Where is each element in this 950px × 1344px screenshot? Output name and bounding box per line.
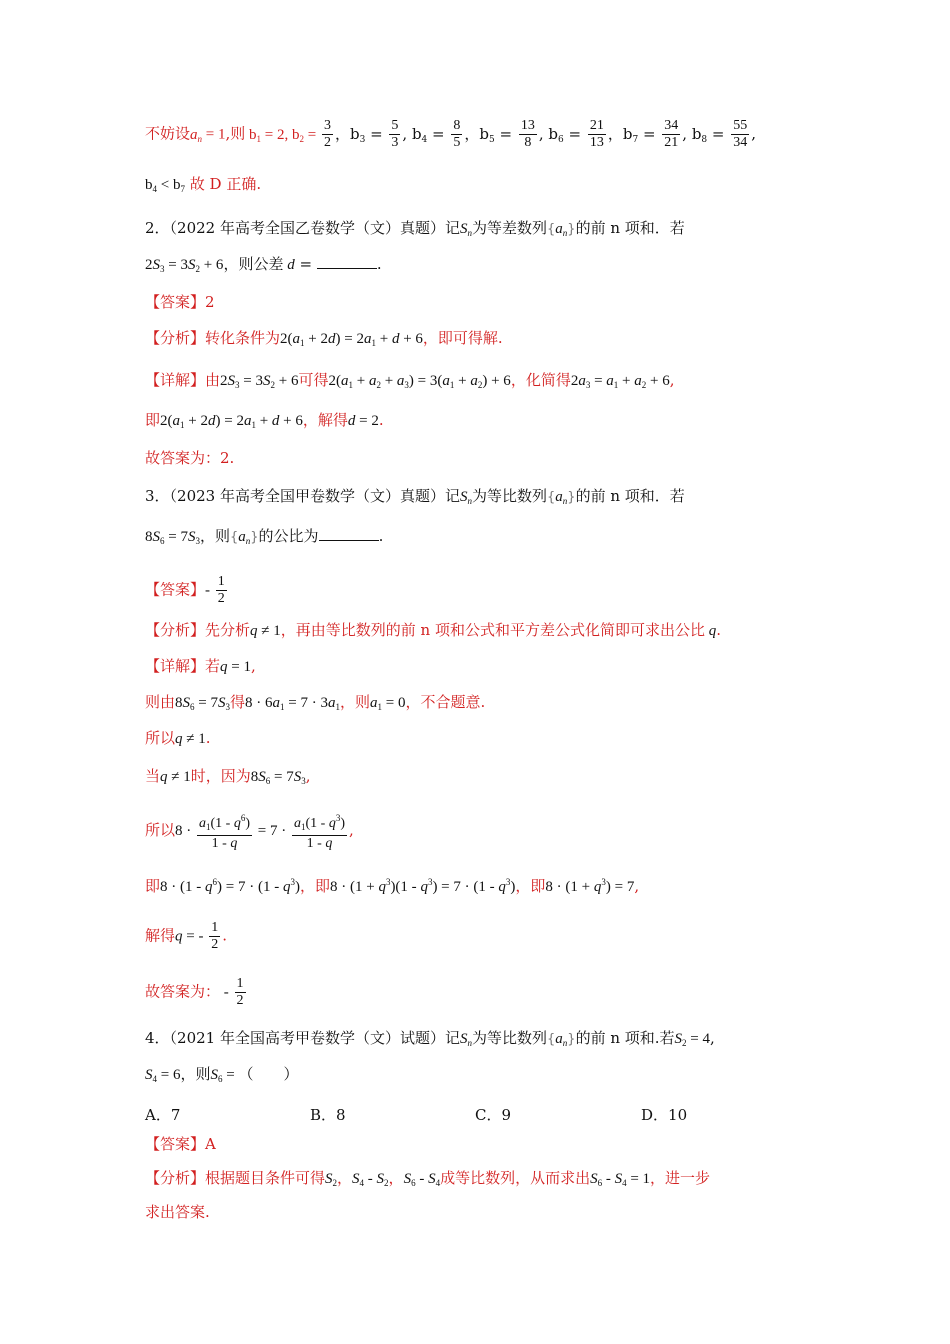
- q3-detail-l1: 则由$8S_6 = 7S_3$得$8 \cdot 6a_1 = 7 \cdot 3a_1$，则$a_1 = 0$，不合题意.: [145, 693, 486, 712]
- fibonacci-ratio-line: 不妨设$a_n = 1$,则 $b_1 = 2$, $b_2$ = $\frac{3}{2}$ ，$b_3$ = $\frac{5}{3}$ , $b_4$ = $\frac{8}{5}$ ，$b_5$ = $\frac{13}{8}$ , $b_6$ = $\frac{21}{13}$ ，$b_7$ = $\frac{34}{21}$ , $b_8$ = $\frac{55}{34}$ ,: [145, 118, 757, 150]
- text: 解得: [145, 926, 176, 945]
- q2-header: 2．（2022 年高考全国乙卷数学（文）真题）记$S_n$为等差数列$\{a_n\}$的前 n 项和．若: [145, 219, 685, 238]
- detail-tag: 【详解】: [145, 657, 206, 675]
- text: 所以: [145, 821, 176, 839]
- analysis-tag: 【分析】: [145, 621, 206, 639]
- text: 即: [145, 877, 161, 895]
- q3-detail-l5: 即$8 \cdot (1 - q^6) = 7 \cdot (1 - q^3)$，即$8 \cdot (1 + q^3)(1 - q^3) = 7 \cdot (1 - q^3)$，即$8 \cdot (1 + q^3) = 7$,: [145, 877, 640, 895]
- option-a: A．7: [145, 1106, 181, 1124]
- text: 则由: [145, 693, 176, 711]
- answer-tag: 【答案】: [145, 293, 206, 311]
- text: ，化简得: [510, 371, 571, 389]
- conclusion-line: $b_4 < b_7$ 故 D 正确.: [145, 175, 262, 194]
- text: ，则: [199, 527, 230, 545]
- text: （ ）: [238, 1065, 299, 1083]
- text: 可得: [298, 371, 329, 389]
- text: 为等差数列: [472, 219, 548, 237]
- text: 成等比数列，从而求出: [440, 1169, 591, 1187]
- q3-line2: $8S_6 = 7S_3$，则$\{a_n\}$的公比为 .: [145, 527, 384, 546]
- text: 根据题目条件可得: [205, 1169, 326, 1187]
- text: 当: [145, 767, 161, 785]
- detail-tag: 【详解】: [145, 371, 206, 389]
- q3-detail-l4: 所以8 · $\frac{a_1(1 - q^6)}{1 - q}$ = 7 · $\frac{a_1(1 - q^3)}{1 - q}$ ,: [145, 810, 354, 852]
- q4-header: 4．（2021 年全国高考甲卷数学（文）试题）记$S_n$为等比数列$\{a_n\}$的前 n 项和.若$S_2 = 4$,: [145, 1029, 715, 1048]
- text: ,则: [225, 124, 246, 143]
- text: 2．（2022 年高考全国乙卷数学（文）真题）记: [145, 219, 460, 237]
- text: ，再由等比数列的前 n 项和公式和平方差公式化简即可求出公比: [280, 621, 705, 639]
- q2-detail: 【详解】由$2S_3 = 3S_2 + 6$可得$2(a_1 + a_2 + a_3) = 3(a_1 + a_2) + 6$，化简得$2a_3 = a_1 + a_2 + 6$,: [145, 371, 675, 390]
- text: ，则: [180, 1065, 211, 1083]
- text: 的前 n 项和．若: [575, 487, 685, 505]
- q3-answer: 【答案】- $\frac{1}{2}$: [145, 574, 225, 606]
- text: 2: [205, 293, 215, 311]
- q2-analysis: 【分析】转化条件为$2(a_1 + 2d) = 2a_1 + d + 6$，即可得解.: [145, 329, 503, 348]
- text: 为等比数列: [472, 487, 548, 505]
- text: 时，因为: [190, 767, 251, 785]
- text: 由: [205, 371, 221, 389]
- text: 故答案为：: [145, 982, 221, 1001]
- q4-line2: $S_4 = 6$，则$S_6$ = （ ）: [145, 1065, 299, 1084]
- q2-answer: [145, 292, 215, 312]
- text: 的前 n 项和．若: [575, 219, 685, 237]
- text: ，即: [515, 877, 546, 895]
- text: ，则公差: [223, 255, 284, 273]
- q4-analysis-2: [145, 1202, 210, 1222]
- text: 所以: [145, 729, 176, 747]
- text: ，即可得解.: [422, 329, 503, 347]
- q4-answer: [145, 1134, 216, 1154]
- q3-header: 3．（2023 年高考全国甲卷数学（文）真题）记$S_n$为等比数列$\{a_n\}$的前 n 项和．若: [145, 487, 685, 506]
- q2-detail-2: 即$2(a_1 + 2d) = 2a_1 + d + 6$，解得d = 2.: [145, 411, 384, 430]
- q3-detail-l3: 当q ≠ 1时，因为$8S_6 = 7S_3$,: [145, 767, 311, 786]
- answer-blank: [317, 254, 377, 269]
- text: 3．（2023 年高考全国甲卷数学（文）真题）记: [145, 487, 460, 505]
- option-b: B．8: [310, 1106, 346, 1124]
- q3-conclusion: 故答案为： - $\frac{1}{2}$: [145, 976, 244, 1008]
- text: ，不合题意.: [405, 693, 486, 711]
- text: 转化条件为: [205, 329, 281, 347]
- option-d: D．10: [641, 1106, 688, 1124]
- text: 故 D 正确.: [189, 175, 262, 193]
- analysis-tag: 【分析】: [145, 329, 206, 347]
- q3-detail-l6: 解得q = - $\frac{1}{2}$ .: [145, 920, 228, 952]
- text: 不妨设: [145, 124, 191, 143]
- text: 4．（2021 年全国高考甲卷数学（文）试题）记: [145, 1029, 460, 1047]
- text: ，即: [299, 877, 330, 895]
- text: 的前 n 项和.若: [575, 1029, 675, 1047]
- text: 得: [229, 693, 245, 711]
- q2-conclusion: [145, 448, 234, 468]
- answer-blank: [319, 526, 379, 541]
- q2-line2: $2S_3 = 3S_2 + 6$，则公差 d = .: [145, 255, 382, 274]
- q4-analysis: 【分析】根据题目条件可得$S_2$，$S_4 - S_2$，$S_6 - S_4$成等比数列，从而求出$S_6 - S_4 = 1$，进一步: [145, 1169, 711, 1188]
- text: 即: [145, 411, 161, 429]
- q3-detail-l2: 所以q ≠ 1.: [145, 729, 211, 747]
- analysis-tag: 【分析】: [145, 1169, 206, 1187]
- text: 为等比数列: [472, 1029, 548, 1047]
- text: 求出答案.: [145, 1203, 210, 1221]
- text: ，则: [339, 693, 370, 711]
- q3-analysis: 【分析】先分析q ≠ 1，再由等比数列的前 n 项和公式和平方差公式化简即可求出公比 q.: [145, 621, 721, 639]
- option-c: C．9: [475, 1106, 512, 1124]
- text: 若: [205, 657, 221, 675]
- text: ，进一步: [650, 1169, 711, 1187]
- answer-tag: 【答案】: [145, 1135, 206, 1153]
- text: 的公比为: [258, 527, 319, 545]
- text: A: [205, 1135, 216, 1153]
- q3-detail: 【详解】若q = 1,: [145, 657, 256, 675]
- text: ，解得: [302, 411, 348, 429]
- text: 故答案为：2.: [145, 449, 235, 467]
- text: 先分析: [205, 621, 251, 639]
- answer-tag: 【答案】: [145, 580, 206, 599]
